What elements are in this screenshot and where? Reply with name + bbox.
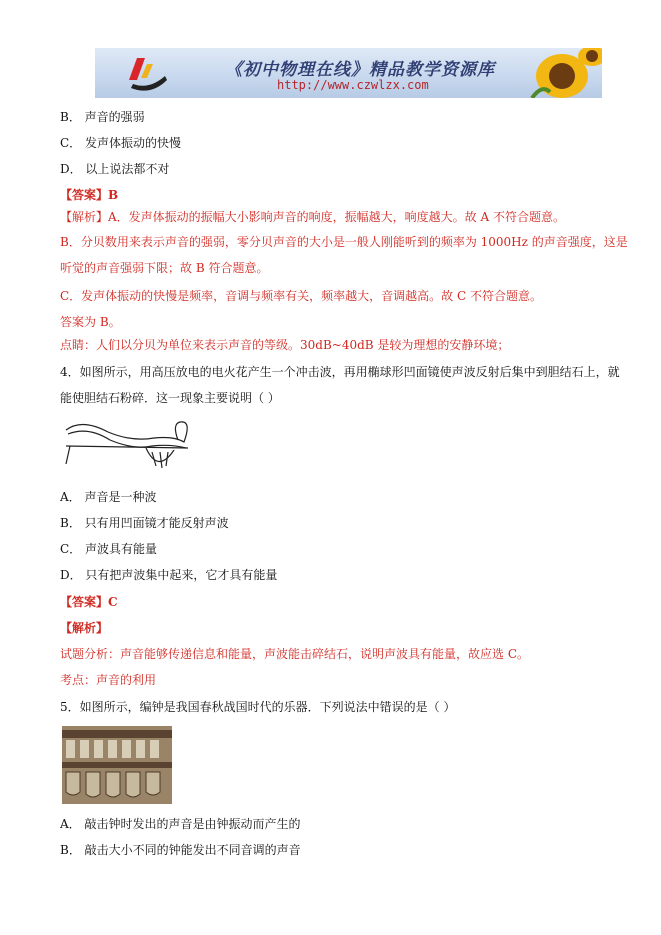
q4-analysis-label: 【解析】 <box>60 621 109 635</box>
lithotripsy-figure <box>62 416 196 474</box>
banner-title: 《初中物理在线》精品教学资源库 <box>225 60 495 80</box>
q4-option-c: C． 声波具有能量 <box>60 542 157 556</box>
q4-stem-line-1: 4．如图所示，用高压放电的电火花产生一个冲击波，再用椭球形凹面镜使声波反射后集中到胆结石上，就 <box>60 365 620 379</box>
banner-url: http://www.czwlzx.com <box>277 78 429 92</box>
q4-stem-line-2: 能使胆结石粉碎．这一现象主要说明（ ） <box>60 391 280 405</box>
q4-option-d: D． 只有把声波集中起来，它才具有能量 <box>60 568 278 582</box>
q3-conclusion: 答案为 B。 <box>60 315 121 329</box>
q3-analysis-line-4: C．发声体振动的快慢是频率，音调与频率有关，频率越大，音调越高。故 C 不符合题意。 <box>60 289 542 303</box>
q3-option-c: C． 发声体振动的快慢 <box>60 136 181 150</box>
q3-option-b: B． 声音的强弱 <box>60 110 145 124</box>
q3-analysis-line-1: 【解析】A．发声体振动的振幅大小影响声音的响度，振幅越大，响度越大。故 A 不符合题意。 <box>60 210 565 224</box>
q4-analysis: 试题分析：声音能够传递信息和能量，声波能击碎结石，说明声波具有能量，故应选 C。 <box>60 647 529 661</box>
header-banner <box>95 48 602 98</box>
q3-tip: 点睛：人们以分贝为单位来表示声音的等级。30dB~40dB 是较为理想的安静环境； <box>60 338 510 352</box>
q3-answer: 【答案】B <box>60 188 119 202</box>
q3-analysis-line-3: 听觉的声音强弱下限；故 B 符合题意。 <box>60 261 269 275</box>
q5-option-a: A． 敲击钟时发出的声音是由钟振动而产生的 <box>60 817 301 831</box>
q4-option-a: A． 声音是一种波 <box>60 490 157 504</box>
q3-option-d: D． 以上说法都不对 <box>60 162 170 176</box>
q5-stem: 5．如图所示，编钟是我国春秋战国时代的乐器．下列说法中错误的是（ ） <box>60 700 456 714</box>
q4-point: 考点：声音的利用 <box>60 673 157 687</box>
q3-analysis-line-2: B．分贝数用来表示声音的强弱，零分贝声音的大小是一般人刚能听到的频率为 1000Hz 的声音强度，这是 <box>60 235 628 249</box>
q4-option-b: B． 只有用凹面镜才能反射声波 <box>60 516 229 530</box>
chime-bells-figure <box>62 726 172 804</box>
q4-answer: 【答案】C <box>60 595 118 609</box>
site-logo-icon <box>123 54 169 94</box>
q5-option-b: B． 敲击大小不同的钟能发出不同音调的声音 <box>60 843 301 857</box>
sunflower-icon <box>492 48 602 98</box>
